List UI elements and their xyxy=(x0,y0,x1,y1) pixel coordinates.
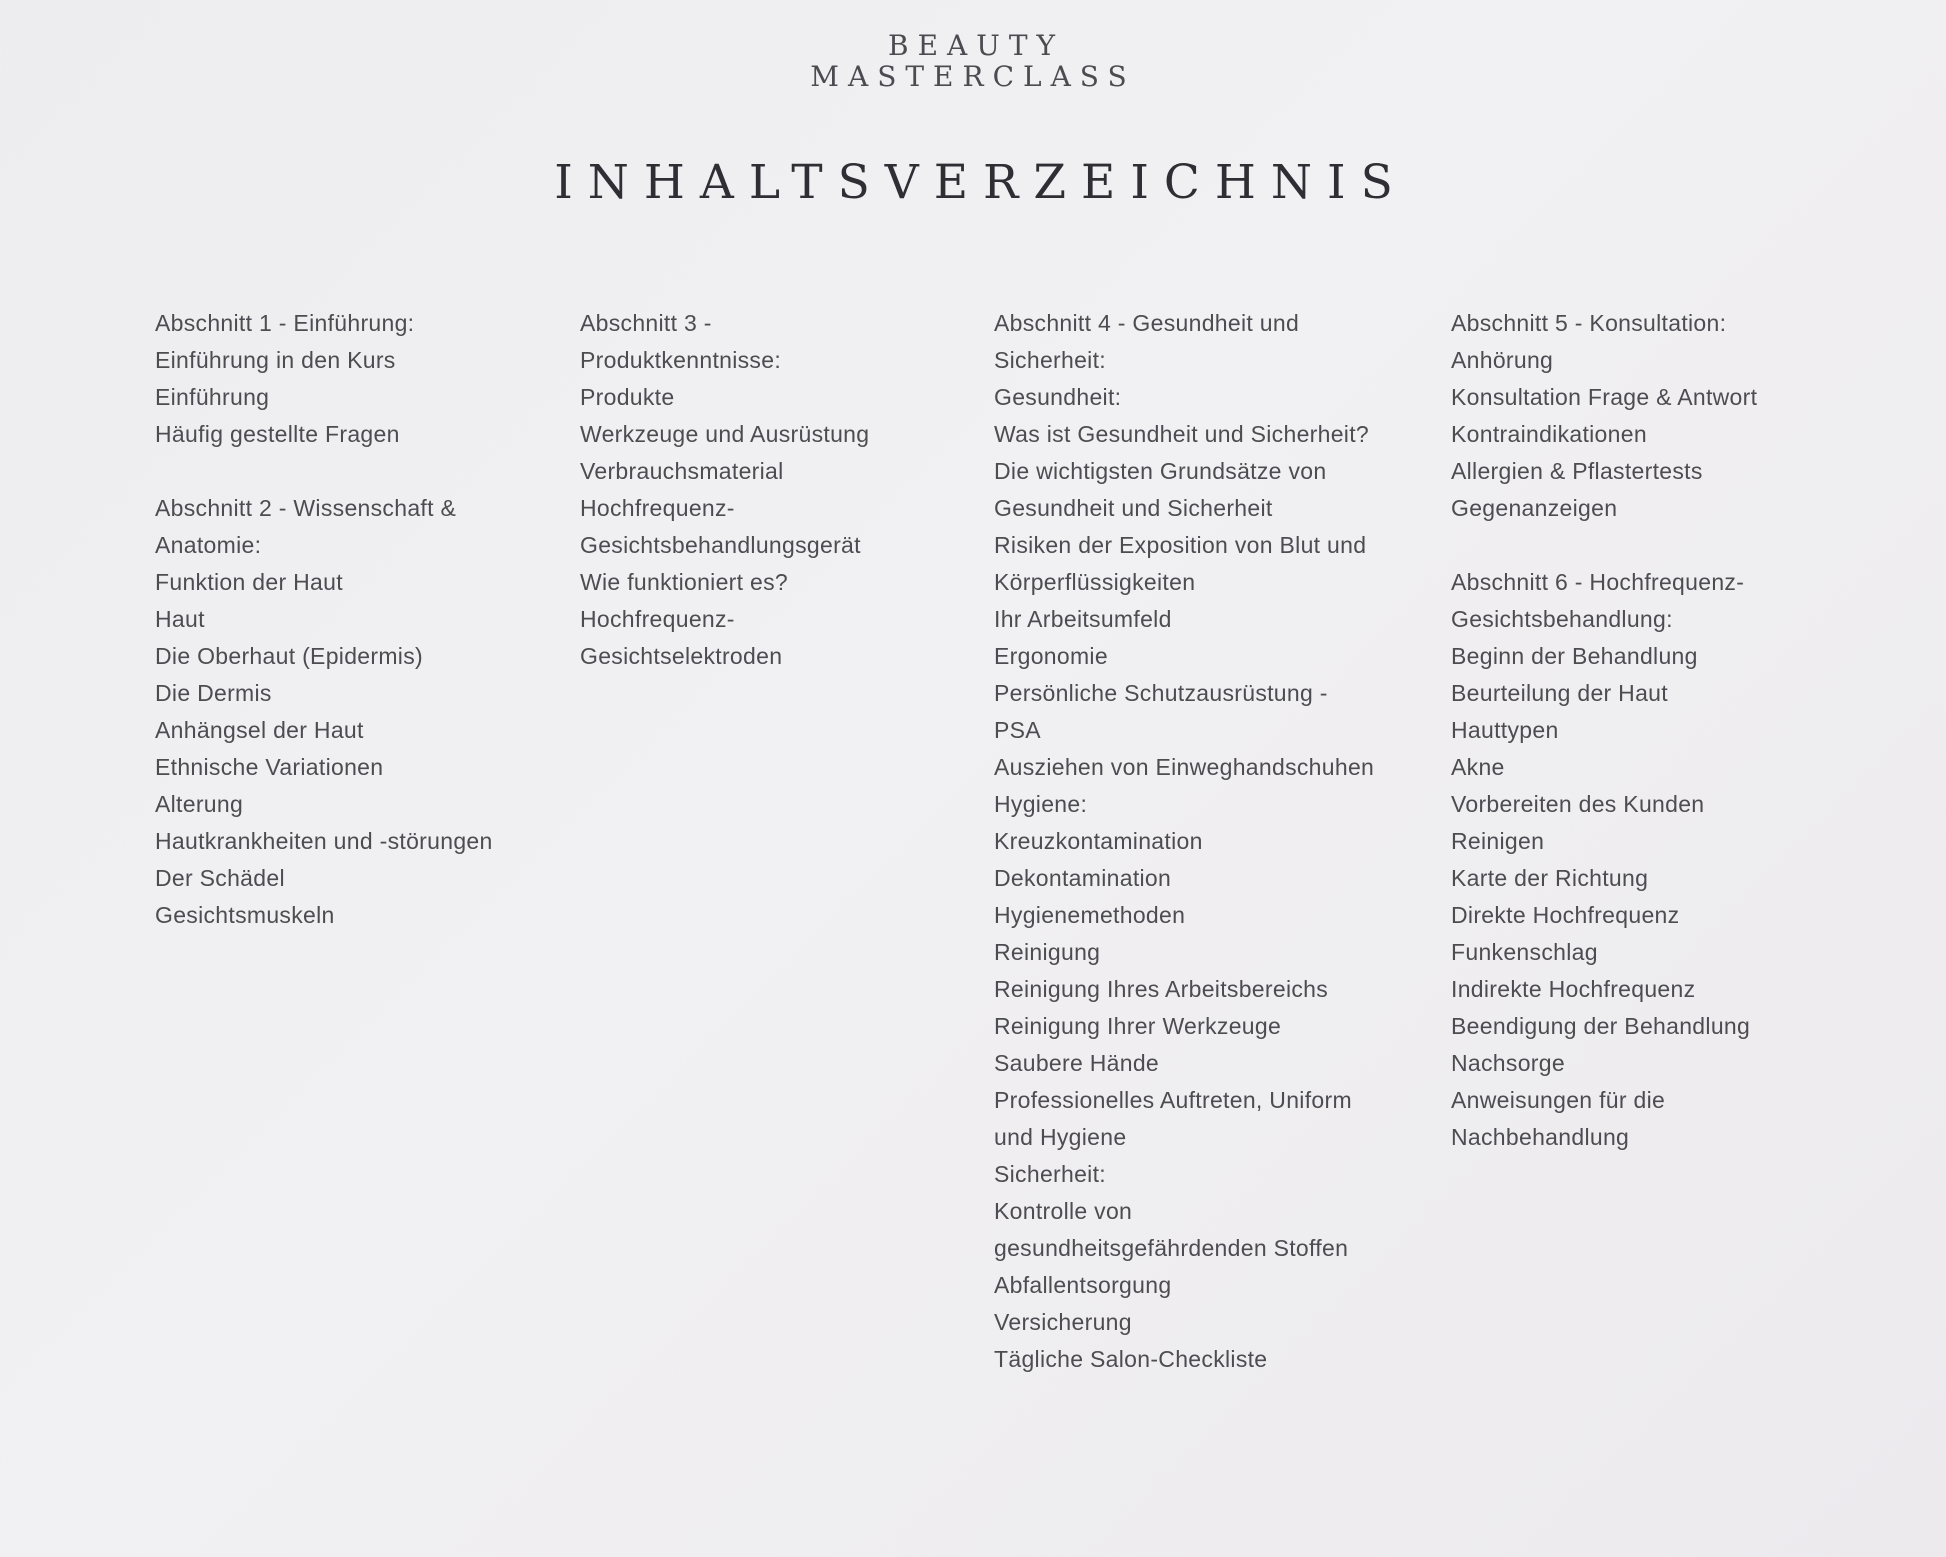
toc-entry: Reinigung Ihres Arbeitsbereichs xyxy=(994,976,1329,1002)
toc-entry: Reinigen xyxy=(1451,828,1545,854)
toc-entry: Sicherheit: xyxy=(994,1161,1106,1187)
toc-entry: Produkte xyxy=(580,384,675,410)
toc-entry: Was ist Gesundheit und Sicherheit? xyxy=(994,421,1369,447)
section-spacer xyxy=(155,453,555,490)
toc-column-4 xyxy=(1451,305,1861,1156)
toc-entry: Einführung xyxy=(155,384,270,410)
toc-section-heading: Abschnitt 2 - Wissenschaft & xyxy=(155,495,457,521)
toc-section-heading: Abschnitt 5 - Konsultation: xyxy=(1451,310,1727,336)
brand-line-2: MASTERCLASS xyxy=(810,60,1136,93)
toc-entry: Hautkrankheiten und -störungen xyxy=(155,828,493,854)
toc-entry: Funkenschlag xyxy=(1451,939,1598,965)
toc-section-heading: Abschnitt 3 - xyxy=(580,310,712,336)
toc-entry: Anhörung xyxy=(1451,347,1554,373)
toc-entry: Beendigung der Behandlung xyxy=(1451,1013,1751,1039)
toc-entry: Beurteilung der Haut xyxy=(1451,680,1668,706)
toc-entry: Indirekte Hochfrequenz xyxy=(1451,976,1696,1002)
toc-entry: Reinigung Ihrer Werkzeuge xyxy=(994,1013,1282,1039)
toc-entry: Persönliche Schutzausrüstung - xyxy=(994,680,1328,706)
toc-entry: Nachsorge xyxy=(1451,1050,1565,1076)
toc-entry: Die Oberhaut (Epidermis) xyxy=(155,643,423,669)
toc-entry: Sicherheit: xyxy=(994,347,1106,373)
toc-entry: Gesichtsmuskeln xyxy=(155,902,335,928)
toc-entry: Gesichtselektroden xyxy=(580,643,783,669)
toc-entry: Hochfrequenz- xyxy=(580,495,735,521)
toc-entry: Anweisungen für die xyxy=(1451,1087,1666,1113)
toc-entry: Hygiene: xyxy=(994,791,1088,817)
toc-entry: Die wichtigsten Grundsätze von xyxy=(994,458,1327,484)
toc-entry: Ihr Arbeitsumfeld xyxy=(994,606,1172,632)
toc-entry: Ausziehen von Einweghandschuhen xyxy=(994,754,1375,780)
toc-entry: Häufig gestellte Fragen xyxy=(155,421,400,447)
toc-entry: Versicherung xyxy=(994,1309,1132,1335)
toc-section-heading: Abschnitt 6 - Hochfrequenz- xyxy=(1451,569,1745,595)
toc-entry: Allergien & Pflastertests xyxy=(1451,458,1703,484)
toc-entry: Gesundheit: xyxy=(994,384,1122,410)
toc-entry: Werkzeuge und Ausrüstung xyxy=(580,421,870,447)
toc-entry: Wie funktioniert es? xyxy=(580,569,788,595)
toc-entry: Abfallentsorgung xyxy=(994,1272,1172,1298)
toc-entry: Alterung xyxy=(155,791,244,817)
toc-entry: Anatomie: xyxy=(155,532,262,558)
toc-entry: Vorbereiten des Kunden xyxy=(1451,791,1705,817)
toc-entry: und Hygiene xyxy=(994,1124,1127,1150)
toc-entry: Kontraindikationen xyxy=(1451,421,1647,447)
toc-entry: Körperflüssigkeiten xyxy=(994,569,1196,595)
toc-entry: Kreuzkontamination xyxy=(994,828,1203,854)
brand-logo xyxy=(0,30,1946,92)
toc-entry: Professionelles Auftreten, Uniform xyxy=(994,1087,1352,1113)
toc-entry: Ethnische Variationen xyxy=(155,754,384,780)
toc-entry: Produktkenntnisse: xyxy=(580,347,782,373)
toc-entry: Hauttypen xyxy=(1451,717,1559,743)
toc-entry: Die Dermis xyxy=(155,680,272,706)
toc-entry: Akne xyxy=(1451,754,1505,780)
toc-entry: Anhängsel der Haut xyxy=(155,717,364,743)
toc-entry: Gegenanzeigen xyxy=(1451,495,1618,521)
toc-entry: Hochfrequenz- xyxy=(580,606,735,632)
toc-entry: PSA xyxy=(994,717,1041,743)
toc-entry: Verbrauchsmaterial xyxy=(580,458,784,484)
toc-entry: Funktion der Haut xyxy=(155,569,343,595)
brand-line-1: BEAUTY xyxy=(888,29,1064,62)
toc-entry: Hygienemethoden xyxy=(994,902,1186,928)
section-spacer xyxy=(1451,527,1861,564)
toc-entry: Direkte Hochfrequenz xyxy=(1451,902,1680,928)
toc-section-heading: Abschnitt 1 - Einführung: xyxy=(155,310,415,336)
toc-section-heading: Abschnitt 4 - Gesundheit und xyxy=(994,310,1300,336)
toc-entry: Tägliche Salon-Checkliste xyxy=(994,1346,1268,1372)
toc-entry: Kontrolle von xyxy=(994,1198,1133,1224)
toc-entry: Gesichtsbehandlungsgerät xyxy=(580,532,861,558)
toc-entry: Karte der Richtung xyxy=(1451,865,1649,891)
toc-column-2 xyxy=(580,305,970,675)
toc-entry: Gesundheit und Sicherheit xyxy=(994,495,1273,521)
toc-entry: Haut xyxy=(155,606,205,632)
toc-entry: Saubere Hände xyxy=(994,1050,1160,1076)
toc-entry: Risiken der Exposition von Blut und xyxy=(994,532,1367,558)
toc-entry: Reinigung xyxy=(994,939,1101,965)
toc-column-1 xyxy=(155,305,555,934)
toc-column-3 xyxy=(994,305,1414,1378)
toc-entry: Nachbehandlung xyxy=(1451,1124,1630,1150)
toc-entry: Der Schädel xyxy=(155,865,285,891)
toc-entry: Beginn der Behandlung xyxy=(1451,643,1698,669)
toc-entry: gesundheitsgefährdenden Stoffen xyxy=(994,1235,1349,1261)
toc-entry: Ergonomie xyxy=(994,643,1108,669)
toc-entry: Gesichtsbehandlung: xyxy=(1451,606,1673,632)
toc-entry: Dekontamination xyxy=(994,865,1172,891)
toc-entry: Einführung in den Kurs xyxy=(155,347,396,373)
page-title: INHALTSVERZEICHNIS xyxy=(554,155,1408,210)
toc-entry: Konsultation Frage & Antwort xyxy=(1451,384,1758,410)
